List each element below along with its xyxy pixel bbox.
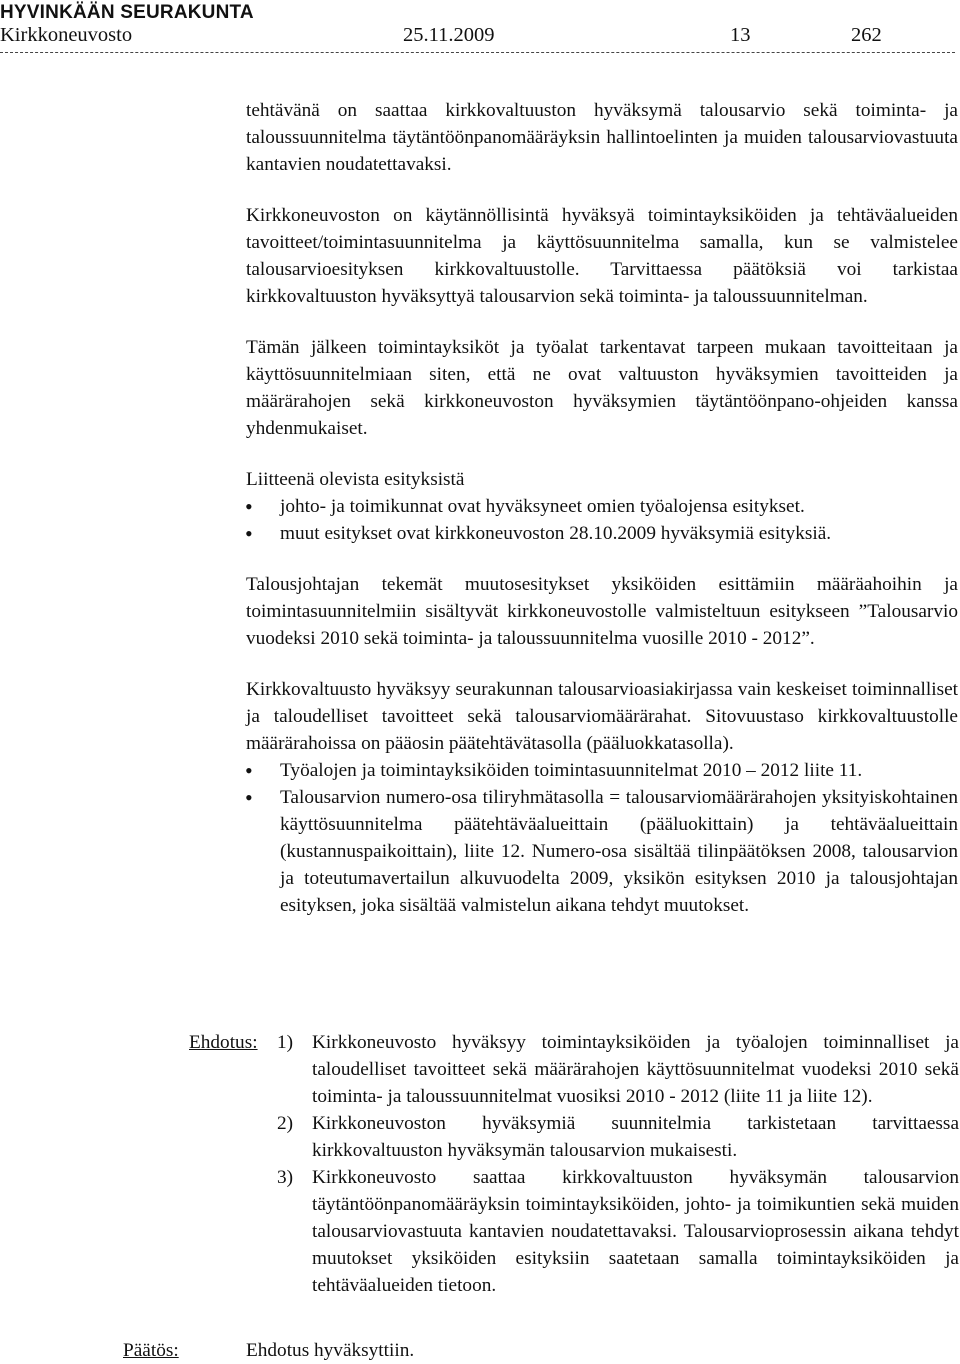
list-item: • johto- ja toimikunnat ovat hyväksyneet omien työalojensa esitykset.	[246, 493, 958, 520]
bullet-list	[246, 493, 958, 547]
header-divider	[0, 52, 955, 53]
list-item: • Talousarvion numero-osa tiliryhmätasolla = talousarviomäärärahojen yksityiskohtainen käyttösuunnitelma päätehtäväalueittain (pääluokittain) ja tehtäväalueittain (kustannuspaikoittain), liite 12. Numero-osa sisältää tilinpäätöksen 2008, talousarvion ja toteutumavertailun alkuvuodelta 2009, yksikön esityksen 2010 ja talousjohtajan esityksen, joka sisältää valmistelun aikana tehdyt muutokset.	[246, 784, 958, 919]
item-text: Kirkkoneuvoston hyväksymiä suunnitelmia tarkistetaan tarvittaessa kirkkovaltuuston hyväksymän talousarvion mukaisesti.	[312, 1113, 959, 1161]
proposal-label: Ehdotus:	[189, 1032, 258, 1053]
paragraph: Talousjohtajan tekemät muutosesitykset yksiköiden esittämiin määräahoihin ja toimintasuunnitelmiin sisältyvät kirkkoneuvostolle valmisteltuun esitykseen ”Talousarvio vuodeksi 2010 sekä toiminta- ja taloussuunnitelma vuosille 2010 - 2012”.	[246, 574, 958, 649]
organization-name: HYVINKÄÄN SEURAKUNTA	[0, 2, 254, 23]
item-number: 3)	[277, 1167, 294, 1188]
meeting-body: Kirkkoneuvosto	[0, 24, 133, 46]
meeting-date: 25.11.2009	[403, 24, 495, 46]
list-item: • Työalojen ja toimintayksiköiden toimintasuunnitelmat 2010 – 2012 liite 11.	[246, 757, 958, 784]
decision-text: Ehdotus hyväksyttiin.	[246, 1340, 415, 1361]
proposal-item	[277, 1164, 959, 1299]
item-number: 2)	[277, 1113, 294, 1134]
item-text: Kirkkoneuvosto saattaa kirkkovaltuuston hyväksymän talousarvion täytäntöönpanomääräyksin toimintayksiköiden, johto- ja toimikuntien sekä muiden talousarviovastuuta kantavien noudatettavaksi. Talousarvioprosessin aikana tehdyt muutokset yksiköiden esityksiin saatetaan samalla toimintayksiköiden ja tehtäväalueiden tietoon.	[312, 1167, 959, 1296]
meeting-number: 13	[730, 24, 751, 46]
item-number: 1)	[277, 1032, 294, 1053]
list-item: • muut esitykset ovat kirkkoneuvoston 28.10.2009 hyväksymiä esityksiä.	[246, 520, 958, 547]
bullet-list	[246, 757, 958, 919]
paragraph: tehtävänä on saattaa kirkkovaltuuston hyväksymä talousarvio sekä toiminta- ja taloussuunnitelma täytäntöönpanomääräyksin hallintoelinten ja muiden talousarviovastuuta kantavien noudatettavaksi.	[246, 100, 958, 175]
paragraph: Tämän jälkeen toimintayksiköt ja työalat tarkentavat tarpeen mukaan tavoitteitaan ja käyttösuunnitelmiaan siten, että ne ovat valtuuston hyväksymien tavoitteiden ja määrärahojen sekä kirkkoneuvoston hyväksymien täytäntöönpano-ohjeiden kanssa yhdenmukaiset.	[246, 337, 958, 439]
decision-label: Päätös:	[123, 1340, 179, 1361]
page-number: 262	[851, 24, 882, 46]
item-text: Kirkkoneuvosto hyväksyy toimintayksiköiden ja työalojen toiminnalliset ja taloudelliset tavoitteet sekä määrärahojen käyttösuunnitelmat vuodeksi 2010 sekä toiminta- ja taloussuunnitelmat vuosiksi 2010 - 2012 (liite 11 ja liite 12).	[312, 1032, 959, 1107]
main-text	[246, 97, 958, 919]
paragraph: Kirkkoneuvoston on käytännöllisintä hyväksyä toimintayksiköiden ja tehtäväalueiden tavoitteet/toimintasuunnitelma ja käyttösuunnitelma samalla, kun se valmistelee talousarvioesityksen kirkkovaltuustolle. Tarvittaessa päätöksiä voi tarkistaa kirkkovaltuuston hyväksyttyä talousarvion sekä toiminta- ja taloussuunnitelman.	[246, 205, 958, 307]
paragraph: Liitteenä olevista esityksistä	[246, 469, 465, 490]
proposal-item	[277, 1029, 959, 1110]
paragraph: Kirkkovaltuusto hyväksyy seurakunnan talousarvioasiakirjassa vain keskeiset toiminnalliset ja taloudelliset tavoitteet sekä talousarviomäärärahat. Sitovuustaso kirkkovaltuustolle määrärahoissa on pääosin päätehtävätasolla (pääluokkatasolla).	[246, 679, 958, 754]
proposal-item	[277, 1110, 959, 1164]
